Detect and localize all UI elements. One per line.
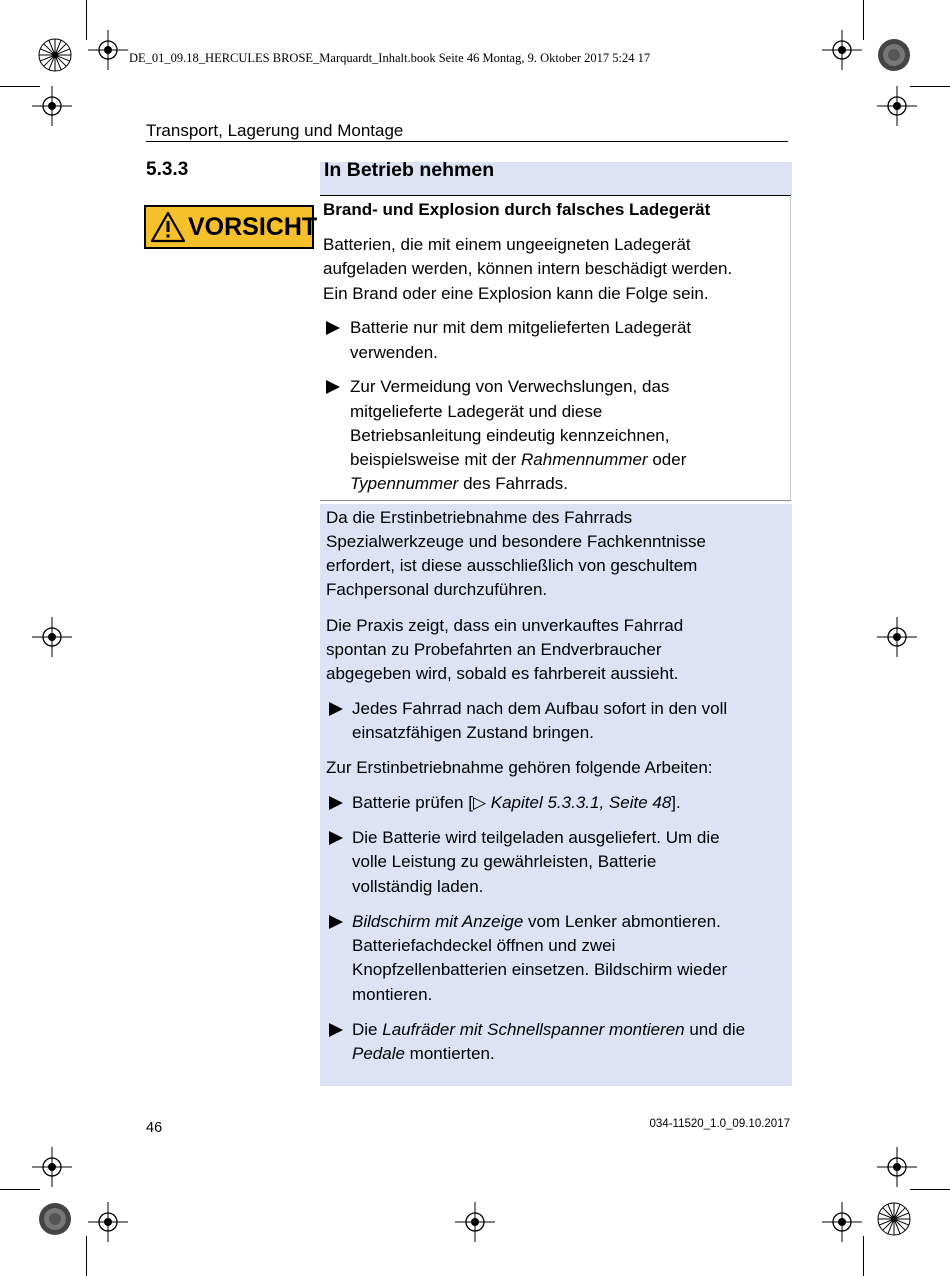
crop-mark: [863, 0, 864, 40]
page-number: 46: [146, 1120, 163, 1136]
header-rule: [146, 141, 788, 142]
italic-term: Typennummer: [350, 474, 459, 493]
registration-mark-icon: [32, 86, 72, 126]
bullet-line: Batteriefachdeckel öffnen und zwei: [352, 936, 616, 955]
warning-body-line: aufgeladen werden, können intern beschädigt werden.: [323, 259, 733, 278]
italic-term: Pedale: [352, 1044, 405, 1063]
bullet-arrow-icon: [326, 321, 340, 335]
warning-bullet-line: mitgelieferte Ladegerät und diese: [350, 402, 603, 421]
caution-label-text: VORSICHT: [188, 212, 318, 241]
warning-bullet-line: [350, 472, 568, 496]
text-run: Die: [352, 1020, 383, 1039]
bullet-arrow-icon: [329, 915, 343, 929]
warning-bullet-line: Zur Vermeidung von Verwechslungen, das: [350, 377, 670, 396]
caution-label: [144, 205, 318, 249]
warning-bullet-line: verwenden.: [350, 343, 438, 362]
registration-mark-icon: [32, 1147, 72, 1187]
crop-mark: [86, 0, 87, 40]
bullet-line: einsatzfähigen Zustand bringen.: [352, 723, 594, 742]
bullet-line: Die Batterie wird teilgeladen ausgeliefert. Um die: [352, 828, 720, 847]
italic-term: Laufräder mit Schnellspanner montieren: [382, 1020, 685, 1039]
bullet-line: Knopfzellenbatterien einsetzen. Bildschirm wieder: [352, 960, 728, 979]
registration-mark-icon: [877, 86, 917, 126]
bullet-arrow-icon: [329, 831, 343, 845]
paragraph-line: Zur Erstinbetriebnahme gehören folgende Arbeiten:: [326, 758, 713, 777]
document-code: 034-11520_1.0_09.10.2017: [649, 1118, 790, 1130]
crop-mark: [863, 1236, 864, 1276]
warning-heading: Brand- und Explosion durch falsches Ladegerät: [323, 200, 711, 219]
registration-mark-icon: [455, 1202, 495, 1242]
section-number: 5.3.3: [146, 159, 189, 180]
bullet-line: [352, 910, 721, 934]
bullet-arrow-icon: [329, 796, 343, 810]
text-run: oder: [647, 450, 687, 469]
registration-mark-icon: [88, 1202, 128, 1242]
chapter-reference-link[interactable]: ▷ Kapitel 5.3.3.1, Seite 48: [472, 793, 672, 812]
bullet-arrow-icon: [329, 1023, 343, 1037]
registration-mark-icon: [88, 30, 128, 70]
bullet-line: [352, 1042, 495, 1066]
paragraph-line: erfordert, ist diese ausschließlich von geschultem: [326, 556, 698, 575]
text-run: und die: [684, 1020, 746, 1039]
text-run: beispielsweise mit der: [350, 450, 522, 469]
paragraph-line: Fachpersonal durchzuführen.: [326, 580, 548, 599]
paragraph-line: Die Praxis zeigt, dass ein unverkauftes Fahrrad: [326, 616, 684, 635]
running-header: Transport, Lagerung und Montage: [146, 121, 404, 140]
warning-bullet-line: Betriebsanleitung eindeutig kennzeichnen,: [350, 426, 670, 445]
bullet-line: [352, 1018, 745, 1042]
registration-mark-icon: [877, 617, 917, 657]
bullet-line: montieren.: [352, 985, 433, 1004]
paragraph-line: Spezialwerkzeuge und besondere Fachkenntnisse: [326, 532, 706, 551]
warning-bullet-line: [350, 448, 686, 472]
bullet-line: volle Leistung zu gewährleisten, Batterie: [352, 852, 657, 871]
text-run: des Fahrrads.: [458, 474, 568, 493]
paragraph-line: spontan zu Probefahrten an Endverbraucher: [326, 640, 662, 659]
registration-mark-icon: [822, 30, 862, 70]
warning-triangle-icon: [150, 211, 186, 243]
italic-term: Bildschirm mit Anzeige: [352, 912, 524, 931]
text-run: montierten.: [404, 1044, 495, 1063]
gray-target-icon: [38, 1202, 72, 1236]
bullet-arrow-icon: [329, 702, 343, 716]
warning-body-line: Ein Brand oder eine Explosion kann die Folge sein.: [323, 284, 709, 303]
text-run: Batterie prüfen [: [352, 793, 473, 812]
registration-mark-icon: [877, 1147, 917, 1187]
section-title: In Betrieb nehmen: [324, 159, 495, 181]
print-slug: DE_01_09.18_HERCULES BROSE_Marquardt_Inhalt.book Seite 46 Montag, 9. Oktober 2017 5:24 17: [129, 51, 651, 65]
bullet-line: Jedes Fahrrad nach dem Aufbau sofort in den voll: [352, 699, 728, 718]
crop-mark: [86, 1236, 87, 1276]
bullet-line: vollständig laden.: [352, 877, 484, 896]
warning-body-line: Batterien, die mit einem ungeeigneten Ladegerät: [323, 235, 691, 254]
registration-mark-icon: [32, 617, 72, 657]
warning-top-rule: [320, 195, 791, 196]
warning-bottom-rule: [320, 500, 791, 501]
paragraph-line: abgegeben wird, sobald es fahrbereit aussieht.: [326, 664, 679, 683]
text-run: vom Lenker abmontieren.: [523, 912, 721, 931]
bullet-line: [352, 791, 681, 815]
gray-target-icon: [877, 38, 911, 72]
warning-bullet-line: Batterie nur mit dem mitgelieferten Ladegerät: [350, 318, 692, 337]
italic-term: Rahmennummer: [521, 450, 648, 469]
bullet-arrow-icon: [326, 380, 340, 394]
paragraph-line: Da die Erstinbetriebnahme des Fahrrads: [326, 508, 633, 527]
crop-mark: [0, 1189, 40, 1190]
registration-mark-icon: [822, 1202, 862, 1242]
starburst-target-icon: [877, 1202, 911, 1236]
crop-mark: [910, 1189, 950, 1190]
text-run: ].: [671, 793, 681, 812]
starburst-target-icon: [38, 38, 72, 72]
